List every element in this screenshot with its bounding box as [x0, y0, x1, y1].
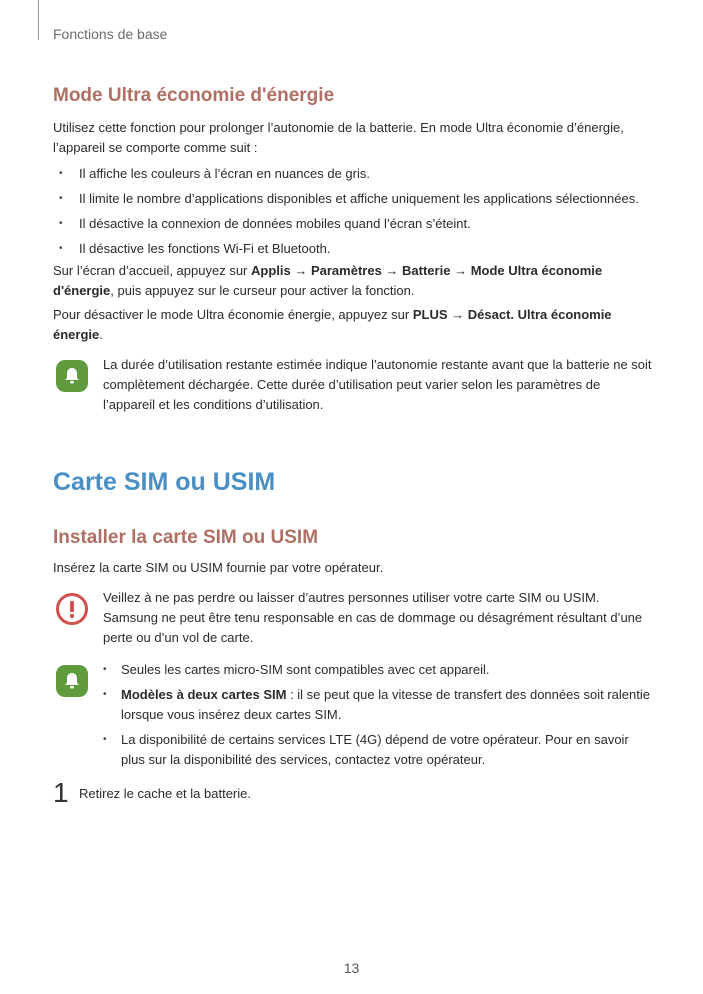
list-item: • Il désactive les fonctions Wi-Fi et Bluetooth.: [53, 239, 653, 259]
activate-instructions: Sur l’écran d’accueil, appuyez sur Applis → Paramètres → Batterie → Mode Ultra économie d'énergie, puis appuyez sur le curseur pour activer la fonction.: [53, 262, 603, 298]
page-edge-rule: [38, 0, 39, 40]
sim-notes-list: [103, 660, 653, 770]
list-item: • Il limite le nombre d’applications disponibles et affiche uniquement les applications sélectionnées.: [53, 189, 653, 209]
page-number: 13: [343, 960, 360, 976]
list-item: • La disponibilité de certains services LTE (4G) dépend de votre opérateur. Pour en savoir plus sur la disponibilité des services, contactez votre opérateur.: [103, 730, 653, 770]
warning-text: Veillez à ne pas perdre ou laisser d’autres personnes utiliser votre carte SIM ou USIM. Samsung ne peut être tenu responsable en cas de dommage ou désagrément résultant d’une perte ou d’un vol de carte.: [103, 589, 643, 645]
warning-note: [53, 588, 653, 648]
deactivate-instructions: Pour désactiver le mode Ultra économie énergie, appuyez sur PLUS → Désact. Ultra économie énergie.: [53, 306, 612, 342]
list-item: • Il affiche les couleurs à l’écran en nuances de gris.: [53, 164, 653, 184]
list-item: • Seules les cartes micro-SIM sont compatibles avec cet appareil.: [103, 660, 653, 680]
running-header: Fonctions de base: [53, 26, 168, 42]
page-content: [53, 84, 653, 808]
intro-paragraph: Utilisez cette fonction pour prolonger l’autonomie de la batterie. En mode Ultra économie d’énergie, l’appareil se comporte comme suit :: [53, 119, 624, 155]
info-note-sim: [53, 660, 653, 770]
note-text: La durée d’utilisation restante estimée indique l’autonomie restante avant que la batterie ne soit complètement déchargée. Cette durée d’utilisation peut varier selon les paramètres de l’appareil et les conditions d’utilisation.: [103, 356, 652, 412]
step-text: Retirez le cache et la batterie.: [79, 785, 251, 801]
info-note: [53, 355, 653, 415]
list-item: • Il désactive la connexion de données mobiles quand l’écran s’éteint.: [53, 214, 653, 234]
list-item: • Modèles à deux cartes SIM : il se peut que la vitesse de transfert des données soit ralentie lorsque vous insérez deux cartes SIM.: [103, 685, 653, 725]
step-number: 1: [53, 776, 69, 808]
warning-icon: [56, 593, 88, 625]
sim-intro: Insérez la carte SIM ou USIM fournie par votre opérateur.: [53, 559, 384, 575]
section-title-install-sim: Installer la carte SIM ou USIM: [53, 527, 319, 548]
step-1: [53, 776, 653, 808]
chapter-title-sim: Carte SIM ou USIM: [53, 467, 276, 496]
behavior-list: [53, 164, 653, 259]
bell-icon: [56, 665, 88, 697]
section-title-ultra-power: Mode Ultra économie d'énergie: [53, 85, 335, 106]
bell-icon: [56, 360, 88, 392]
